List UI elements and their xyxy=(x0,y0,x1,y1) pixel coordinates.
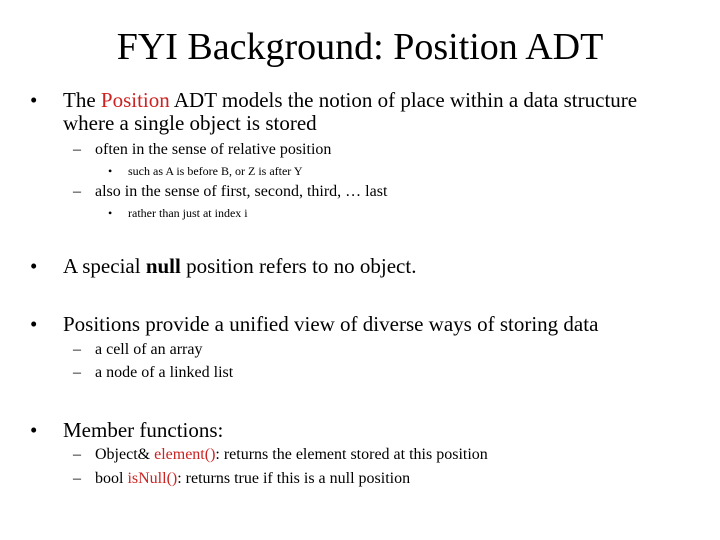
bullet-member-functions: • Member functions: xyxy=(30,418,224,442)
small-bullet-icon: • xyxy=(108,164,113,178)
bullet-null-position: • A special null position refers to no object. xyxy=(30,254,417,278)
bullet-icon: • xyxy=(30,418,38,442)
sub-bullet-ordinal: – also in the sense of first, second, third, … last xyxy=(73,183,388,200)
bullet-icon: • xyxy=(30,88,38,112)
bullet-icon: • xyxy=(30,254,38,278)
sub-bullet-relative-position: – often in the sense of relative position xyxy=(73,141,332,158)
dash-icon: – xyxy=(73,470,81,487)
null-term: null xyxy=(145,254,181,278)
sub-bullet-list-node: – a node of a linked list xyxy=(73,364,234,381)
sub-sub-bullet-index: • rather than just at index i xyxy=(108,206,248,220)
small-bullet-icon: • xyxy=(108,206,113,220)
slide-title: FYI Background: Position ADT xyxy=(116,26,604,68)
bullet-icon: • xyxy=(30,312,38,336)
sub-bullet-element-function: – Object& element(): returns the element stored at this position xyxy=(73,446,488,463)
sub-bullet-array-cell: – a cell of an array xyxy=(73,341,203,358)
sub-bullet-isnull-function: – bool isNull(): returns true if this is a null position xyxy=(73,470,411,487)
dash-icon: – xyxy=(73,141,81,158)
bullet-unified-view: • Positions provide a unified view of diverse ways of storing data xyxy=(30,312,599,336)
position-term: Position xyxy=(100,88,170,112)
sub-sub-bullet-before-after: • such as A is before B, or Z is after Y xyxy=(108,164,303,178)
dash-icon: – xyxy=(73,341,81,358)
dash-icon: – xyxy=(73,183,81,200)
bullet-position-adt: • The Position ADT models the notion of place within a data structure where a single object is stored xyxy=(30,88,638,135)
dash-icon: – xyxy=(73,364,81,381)
dash-icon: – xyxy=(73,446,81,463)
element-function-name: element() xyxy=(154,446,216,463)
isnull-function-name: isNull() xyxy=(127,470,178,487)
